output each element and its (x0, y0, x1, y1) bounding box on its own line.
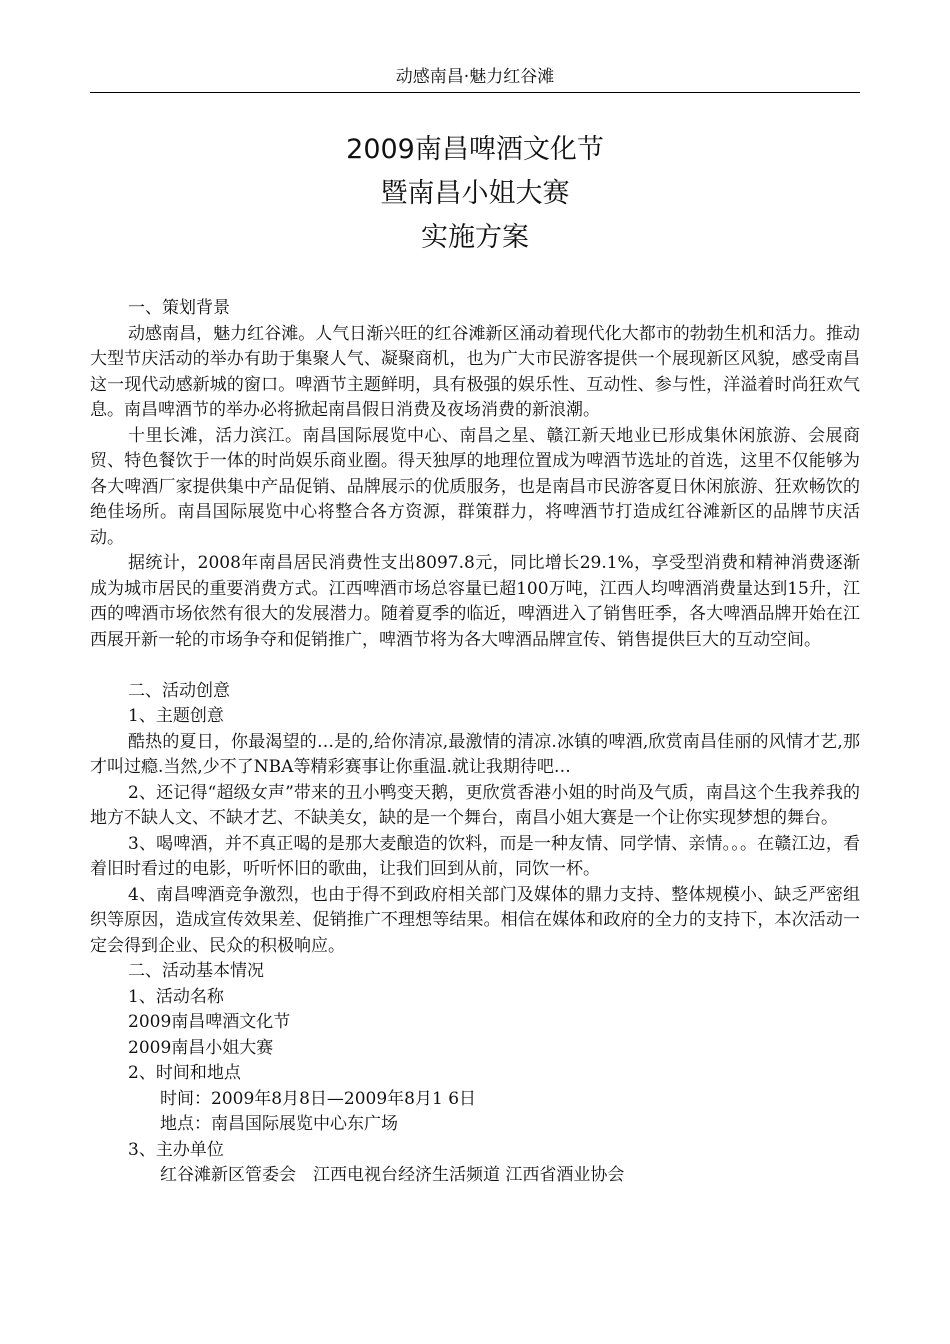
section-heading-background: 一、策划背景 (128, 298, 230, 318)
paragraph: 4、南昌啤酒竞争激烈，也由于得不到政府相关部门及媒体的鼎力支持、整体规模小、缺乏严密组织等原因，造成宣传效果差、促销推广不理想等结果。相信在媒体和政府的全力的支持下，本次活动一定会得到企业、民众的积极响应。 (90, 884, 860, 956)
document-body (90, 296, 860, 1189)
section-heading-basics: 二、活动基本情况 (128, 961, 264, 981)
organizers: 红谷滩新区管委会 江西电视台经济生活频道 江西省酒业协会 (160, 1165, 625, 1185)
subheading: 3、主办单位 (128, 1139, 224, 1160)
paragraph: 十里长滩，活力滨江。南昌国际展览中心、南昌之星、赣江新天地业已形成集休闲旅游、会展商贸、特色餐饮于一体的时尚娱乐商业圈。得天独厚的地理位置成为啤酒节选址的首选，这里不仅能够为各大啤酒厂家提供集中产品促销、品牌展示的优质服务，也是南昌市民游客夏日休闲旅游、狂欢畅饮的绝佳场所。南昌国际展览中心将整合各方资源，群策群力，将啤酒节打造成红谷滩新区的品牌节庆活动。 (90, 425, 860, 548)
section-heading-creative: 二、活动创意 (128, 680, 230, 701)
header-rule (90, 92, 860, 93)
subheading: 1、活动名称 (128, 986, 224, 1007)
paragraph: 3、喝啤酒，并不真正喝的是那大麦酿造的饮料，而是一种友情、同学情、亲情。。。在赣江边，看着旧时看过的电影，听听怀旧的歌曲，让我们回到从前，同饮一杯。 (90, 833, 860, 879)
title-line-1: 2009南昌啤酒文化节 (346, 134, 604, 165)
paragraph: 动感南昌，魅力红谷滩。人气日渐兴旺的红谷滩新区涌动着现代化大都市的勃勃生机和活力。推动大型节庆活动的举办有助于集聚人气、凝聚商机，也为广大市民游客提供一个展现新区风貌，感受南昌这一现代动感新城的窗口。啤酒节主题鲜明，具有极强的娱乐性、互动性、参与性，洋溢着时尚狂欢气息。南昌啤酒节的举办必将掀起南昌假日消费及夜场消费的新浪潮。 (90, 323, 860, 420)
subheading: 1、主题创意 (128, 706, 224, 726)
paragraph: 2、还记得“超级女声”带来的丑小鸭变天鹅，更欣赏香港小姐的时尚及气质，南昌这个生我养我的地方不缺人文、不缺才艺、不缺美女，缺的是一个舞台，南昌小姐大赛是一个让你实现梦想的舞台。 (90, 782, 860, 828)
event-time: 时间：2009年8月8日—2009年8月1 6日 (160, 1088, 477, 1109)
document-title (90, 128, 860, 260)
paragraph: 酷热的夏日，你最渴望的…是的,给你清凉,最激情的清凉.冰镇的啤酒,欣赏南昌佳丽的风情才艺,那才叫过瘾.当然,少不了NBA等精彩赛事让你重温.就让我期待吧… (90, 731, 860, 777)
event-name: 2009南昌啤酒文化节 (128, 1012, 291, 1032)
event-name: 2009南昌小姐大赛 (128, 1037, 274, 1058)
running-header: 动感南昌·魅力红谷滩 (395, 67, 555, 87)
event-place: 地点：南昌国际展览中心东广场 (160, 1114, 398, 1134)
title-line-2: 暨南昌小姐大赛 (380, 178, 570, 209)
paragraph: 据统计，2008年南昌居民消费性支出8097.8元，同比增长29.1%，享受型消费和精神消费逐渐成为城市居民的重要消费方式。江西啤酒市场总容量已超100万吨，江西人均啤酒消费量达到15升，江西的啤酒市场依然有很大的发展潜力。随着夏季的临近，啤酒进入了销售旺季，各大啤酒品牌开始在江西展开新一轮的市场争夺和促销推广，啤酒节将为各大啤酒品牌宣传、销售提供巨大的互动空间。 (90, 553, 860, 650)
title-line-3: 实施方案 (421, 222, 529, 253)
subheading: 2、时间和地点 (128, 1063, 241, 1083)
spacer (90, 653, 860, 679)
